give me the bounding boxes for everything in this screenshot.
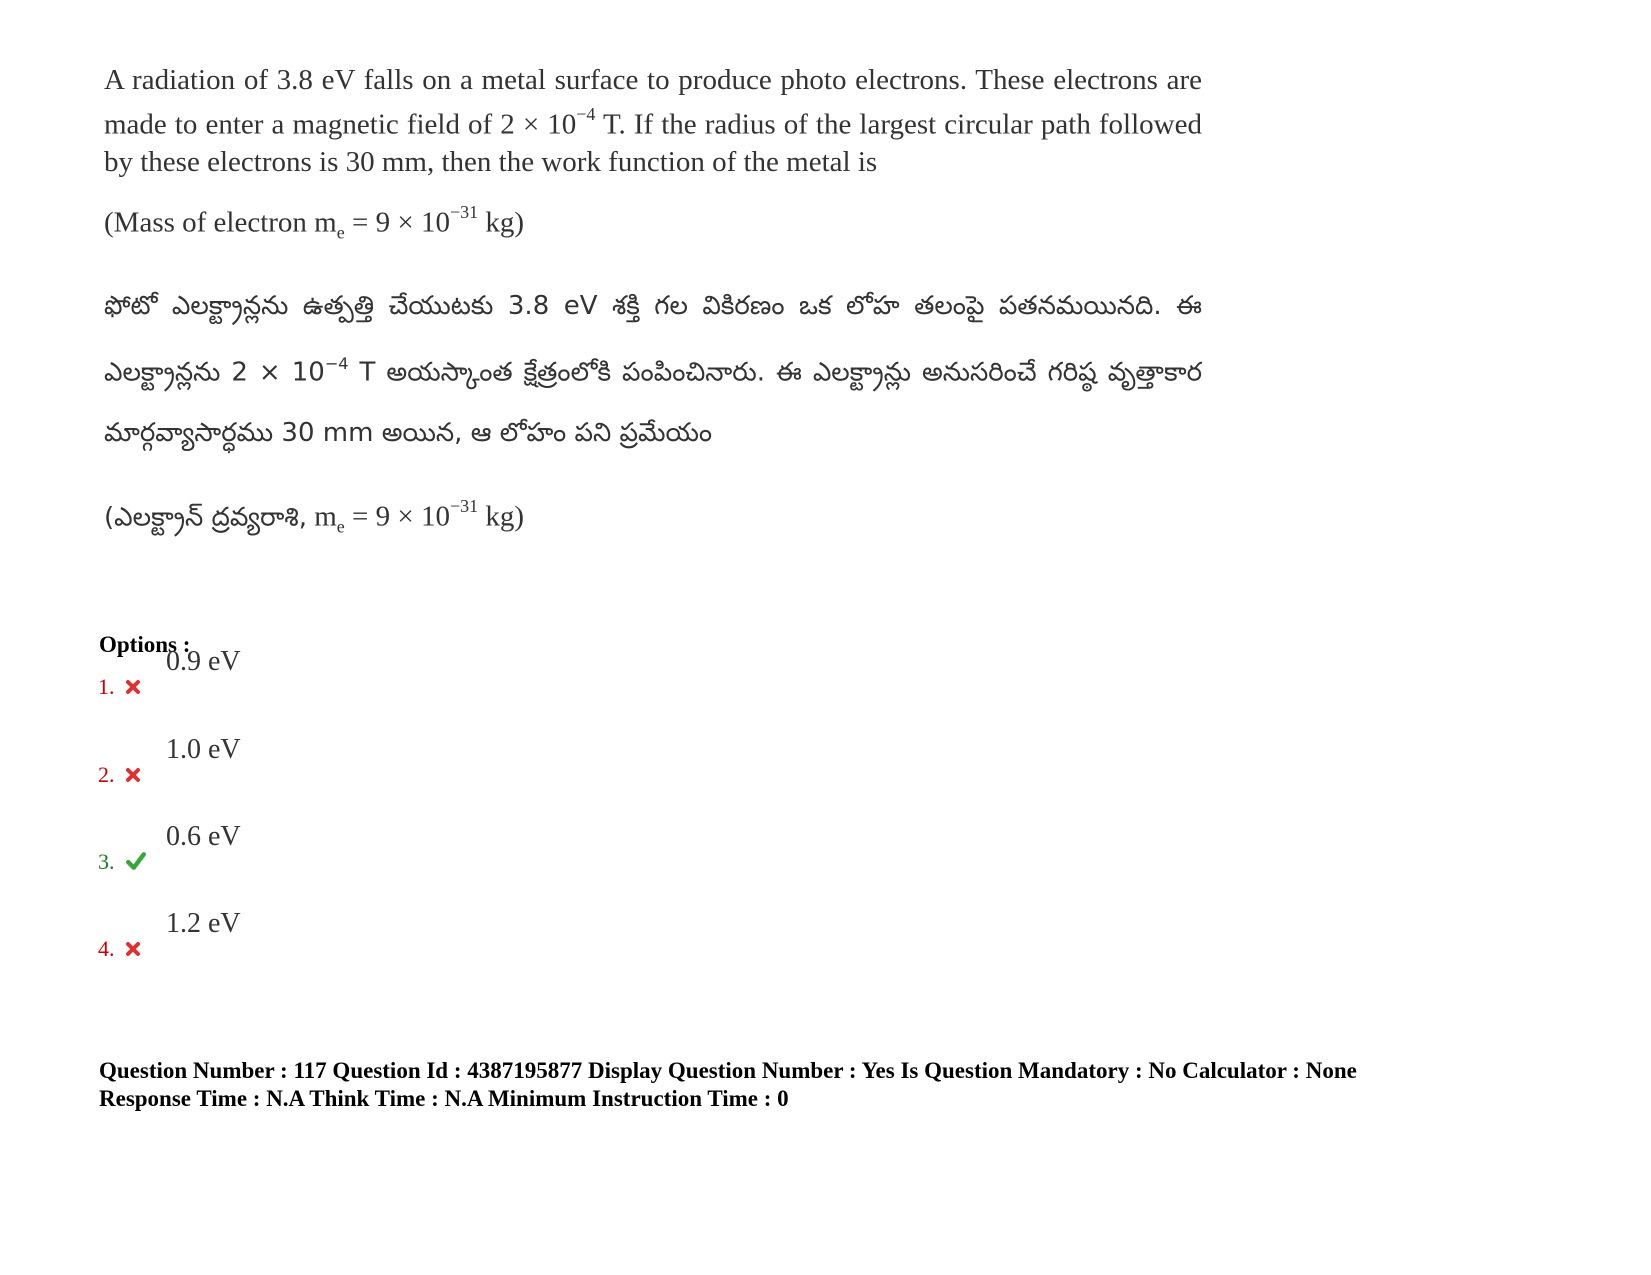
option-number: 3.	[98, 849, 115, 874]
option-text: 1.0 eV	[166, 734, 241, 765]
option-4[interactable]	[98, 908, 498, 962]
checkmark-icon	[124, 851, 148, 871]
metadata-line-1: Question Number : 117 Question Id : 4387195877 Display Question Number : Yes Is Question Mandatory : No Calculator : None	[99, 1058, 1357, 1083]
option-number: 4.	[98, 936, 115, 961]
question-metadata	[99, 1057, 1357, 1113]
option-text: 0.9 eV	[166, 646, 241, 677]
question-body	[104, 62, 1202, 546]
metadata-line-2: Response Time : N.A Think Time : N.A Minimum Instruction Time : 0	[99, 1086, 789, 1111]
option-number: 1.	[98, 674, 115, 699]
option-2[interactable]	[98, 734, 498, 788]
mass-note-english: (Mass of electron $m_e = 9 \times 10^{-31}$ kg)	[104, 201, 524, 243]
option-1[interactable]	[98, 646, 498, 700]
question-text-telugu: ఫోటో ఎలక్ట్రాన్లను ఉత్పత్తి చేయుటకు 3.8 eV శక్తి గల వికిరణం ఒక లోహ తలంపై పతనమయినది. ఈ ఎలక్ట్రాన్లను $2 \times 10^{-4}$ T అయస్కాంత క్షేత్రంలోకి పంపించినారు. ఈ ఎలక్ట్రాన్లు అనుసరించే గరిష్ఠ వృత్తాకార మార్గవ్యాసార్ధము 30 mm అయిన, ఆ లోహం పని ప్రమేయం	[104, 291, 1202, 448]
cross-icon	[124, 766, 142, 784]
option-text: 1.2 eV	[166, 908, 241, 939]
option-number: 2.	[98, 762, 115, 787]
option-3[interactable]	[98, 821, 498, 875]
cross-icon	[124, 678, 142, 696]
mass-note-telugu: (ఎలక్ట్రాన్ ద్రవ్యరాశి, $m_e = 9 \times 10^{-31}$ kg)	[104, 496, 524, 537]
option-text: 0.6 eV	[166, 821, 241, 852]
options-label: Options :	[99, 632, 191, 657]
cross-icon	[124, 940, 142, 958]
question-text-english: A radiation of 3.8 eV falls on a metal surface to produce photo electrons. These electrons are made to enter a magnetic field of $2 \times 10^{-4}$ T. If the radius of the largest circular path followed by these electrons is 30 mm, then the work function of the metal is	[104, 64, 1202, 178]
